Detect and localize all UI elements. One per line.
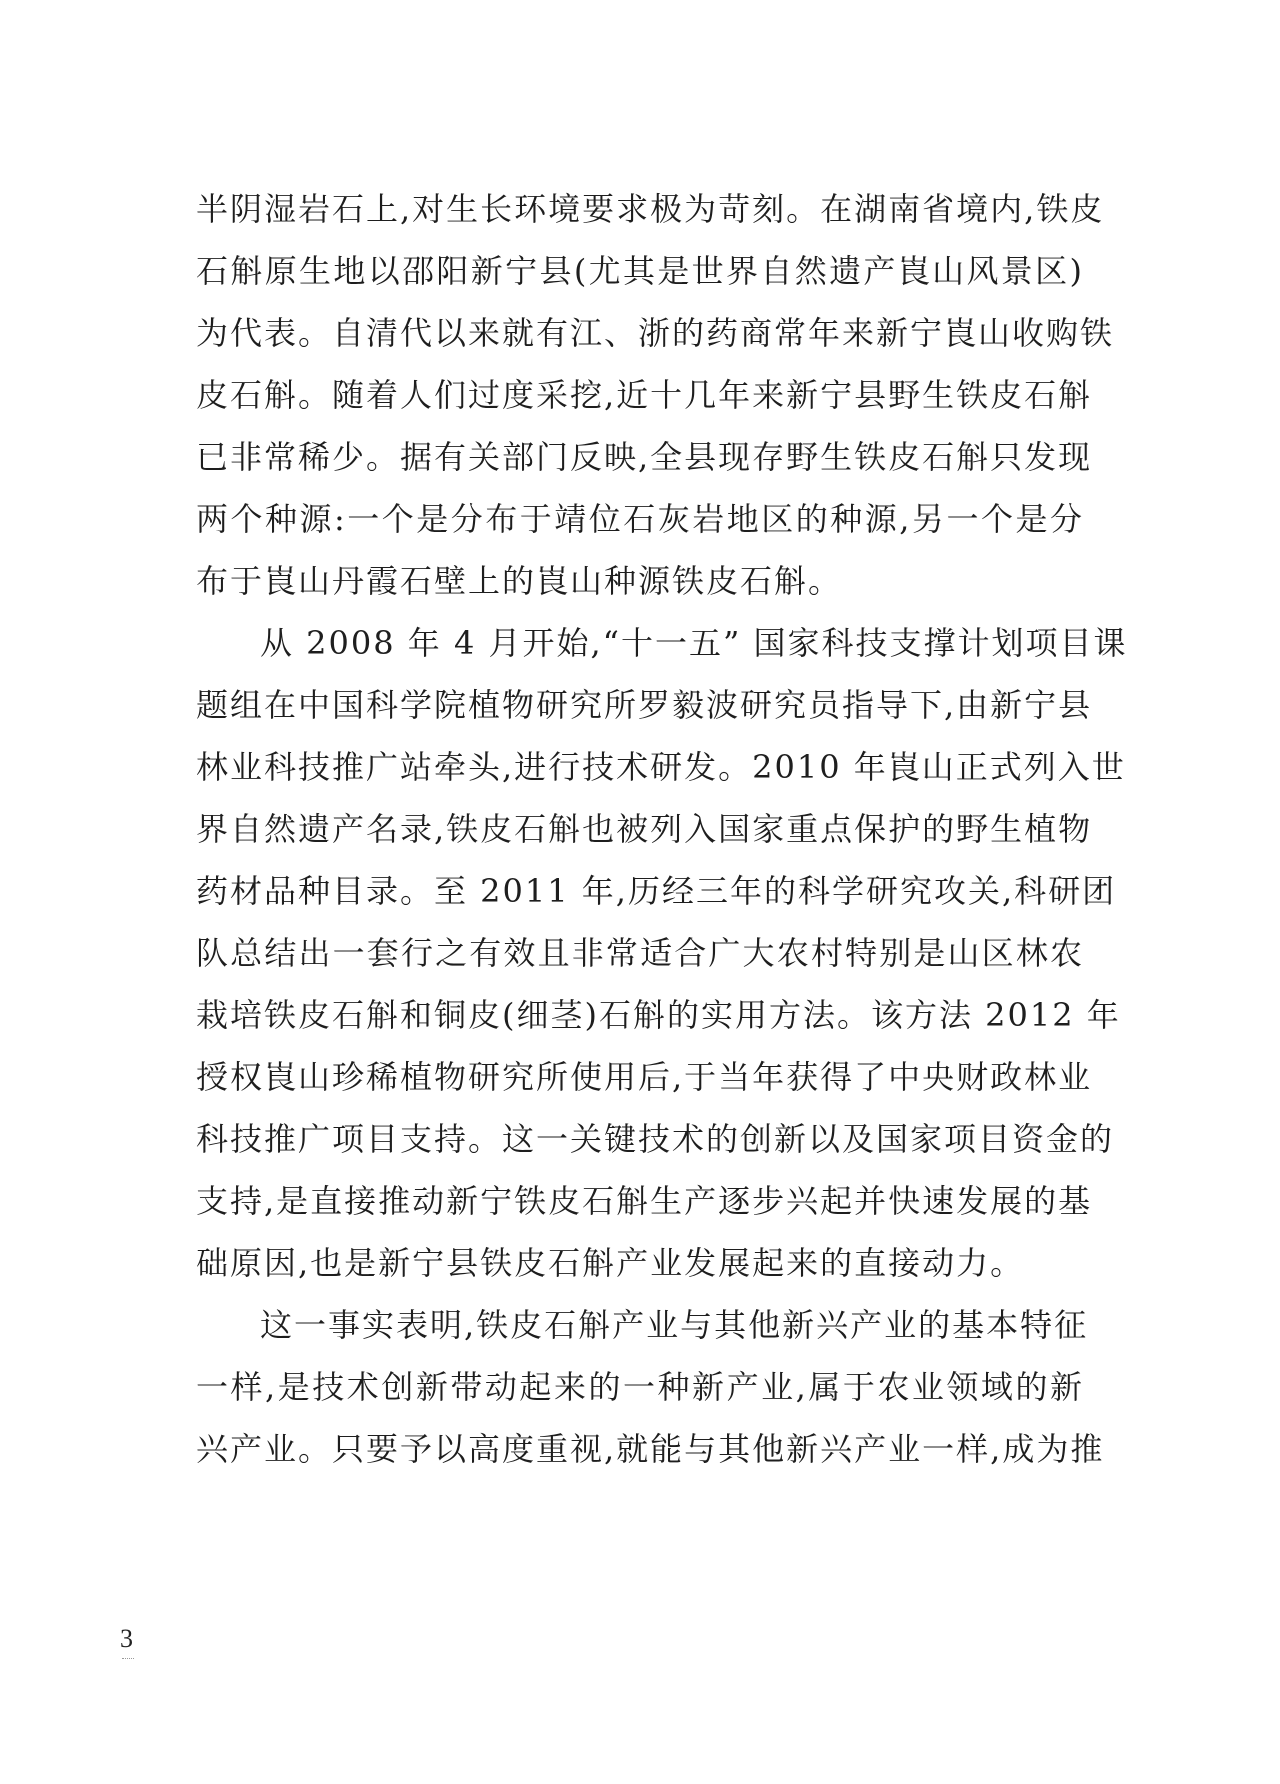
text-line: 一样,是技术创新带动起来的一种新产业,属于农业领域的新 — [196, 1368, 1084, 1406]
text-line: 林业科技推广站牵头,进行技术研发。2010 年崀山正式列入世 — [196, 748, 1126, 786]
text-line: 半阴湿岩石上,对生长环境要求极为苛刻。在湖南省境内,铁皮 — [196, 190, 1105, 228]
text-line: 皮石斛。随着人们过度采挖,近十几年来新宁县野生铁皮石斛 — [196, 376, 1093, 414]
paragraph-1 — [196, 178, 1115, 612]
paragraph-3 — [196, 1294, 1105, 1480]
text-line: 题组在中国科学院植物研究所罗毅波研究员指导下,由新宁县 — [196, 686, 1093, 724]
body-text — [196, 178, 1128, 1480]
text-line: 支持,是直接推动新宁铁皮石斛生产逐步兴起并快速发展的基 — [196, 1182, 1093, 1220]
text-line: 础原因,也是新宁县铁皮石斛产业发展起来的直接动力。 — [196, 1244, 1025, 1282]
text-line: 为代表。自清代以来就有江、浙的药商常年来新宁崀山收购铁 — [196, 314, 1115, 352]
text-line: 石斛原生地以邵阳新宁县(尤其是世界自然遗产崀山风景区) — [196, 252, 1084, 290]
text-line: 这一事实表明,铁皮石斛产业与其他新兴产业的基本特征 — [260, 1306, 1089, 1344]
text-line: 队总结出一套行之有效且非常适合广大农村特别是山区林农 — [196, 934, 1084, 972]
text-line: 药材品种目录。至 2011 年,历经三年的科学研究攻关,科研团 — [196, 872, 1117, 910]
paragraph-2 — [196, 612, 1128, 1294]
text-line: 栽培铁皮石斛和铜皮(细茎)石斛的实用方法。该方法 2012 年 — [196, 996, 1121, 1034]
text-line: 从 2008 年 4 月开始,“十一五” 国家科技支撑计划项目课 — [260, 624, 1128, 662]
page-number: 3 — [120, 1624, 133, 1653]
text-line: 兴产业。只要予以高度重视,就能与其他新兴产业一样,成为推 — [196, 1430, 1105, 1468]
page-number-underline — [122, 1658, 134, 1659]
text-line: 已非常稀少。据有关部门反映,全县现存野生铁皮石斛只发现 — [196, 438, 1093, 476]
text-line: 授权崀山珍稀植物研究所使用后,于当年获得了中央财政林业 — [196, 1058, 1093, 1096]
text-line: 两个种源:一个是分布于靖位石灰岩地区的种源,另一个是分 — [196, 500, 1084, 538]
text-line: 界自然遗产名录,铁皮石斛也被列入国家重点保护的野生植物 — [196, 810, 1093, 848]
text-line: 布于崀山丹霞石壁上的崀山种源铁皮石斛。 — [196, 562, 843, 600]
text-line: 科技推广项目支持。这一关键技术的创新以及国家项目资金的 — [196, 1120, 1115, 1158]
